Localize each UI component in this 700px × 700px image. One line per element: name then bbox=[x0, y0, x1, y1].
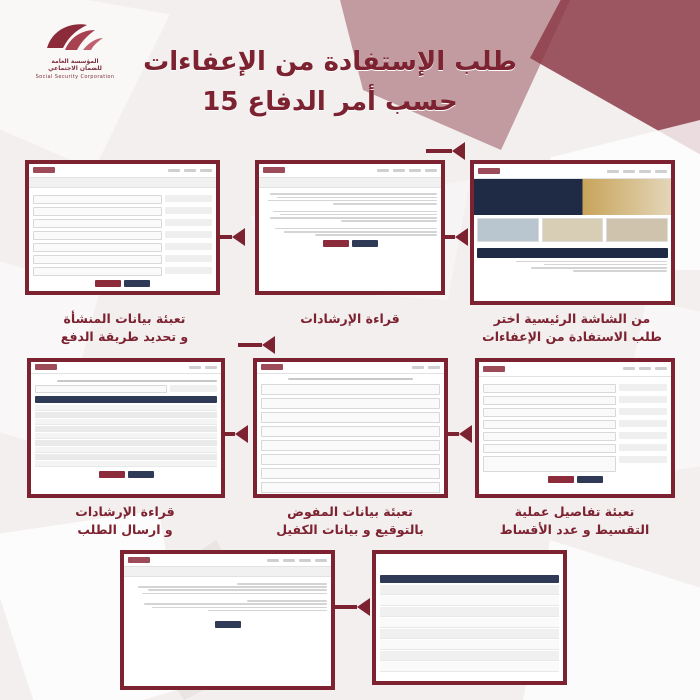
mini-text-line bbox=[144, 603, 327, 605]
mini-field-label bbox=[165, 207, 212, 214]
mini-input[interactable] bbox=[483, 432, 616, 441]
mini-primary-button[interactable] bbox=[128, 471, 154, 478]
arrow-head bbox=[455, 228, 468, 246]
mini-thumbnail bbox=[606, 218, 668, 242]
caption-step4 bbox=[467, 503, 682, 539]
mini-input[interactable] bbox=[33, 231, 162, 240]
mini-field-label bbox=[619, 420, 667, 427]
mini-text-line bbox=[270, 193, 437, 195]
mini-page-heading bbox=[124, 567, 331, 577]
mini-input[interactable] bbox=[261, 468, 440, 479]
mini-field-label bbox=[170, 385, 217, 392]
mini-input[interactable] bbox=[33, 243, 162, 252]
arrow-head bbox=[452, 142, 465, 160]
caption-step3-line2: و تحديد طريقة الدفع bbox=[60, 329, 189, 345]
mini-field-label bbox=[619, 432, 667, 439]
mini-table-row bbox=[35, 426, 217, 432]
mini-table-row bbox=[35, 433, 217, 439]
mini-text-line bbox=[315, 234, 437, 236]
mini-field-label bbox=[165, 255, 212, 262]
mini-table-row bbox=[35, 454, 217, 460]
mini-field-row bbox=[35, 385, 217, 393]
mini-thumbnail-row bbox=[474, 215, 671, 245]
arrow-head bbox=[459, 425, 472, 443]
mini-text-line bbox=[531, 267, 667, 269]
mini-text-line bbox=[237, 583, 327, 585]
mini-field-row bbox=[261, 440, 440, 451]
mini-table-row bbox=[35, 447, 217, 453]
mini-input[interactable] bbox=[261, 398, 440, 409]
mini-brand-logo bbox=[33, 167, 55, 173]
arrow-head bbox=[357, 598, 370, 616]
screenshot-step5[interactable] bbox=[253, 358, 448, 498]
mini-brand-logo bbox=[263, 167, 285, 173]
mini-field-row bbox=[33, 255, 212, 264]
mini-thumbnail bbox=[542, 218, 604, 242]
title-line-1: طلب الإستفادة من الإعفاءات bbox=[143, 47, 517, 77]
mini-brand-logo bbox=[128, 557, 150, 563]
mini-text-line bbox=[341, 220, 437, 222]
mini-input[interactable] bbox=[33, 195, 162, 204]
mini-field-row bbox=[483, 444, 667, 453]
caption-step6 bbox=[20, 503, 230, 539]
mini-input[interactable] bbox=[261, 384, 440, 395]
mini-input[interactable] bbox=[33, 207, 162, 216]
mini-hero-banner bbox=[474, 179, 671, 215]
mini-input[interactable] bbox=[483, 396, 616, 405]
mini-input[interactable] bbox=[35, 385, 167, 393]
mini-table-row bbox=[35, 419, 217, 425]
caption-step6-line2: و ارسال الطلب bbox=[77, 522, 173, 538]
mini-table-row bbox=[35, 461, 217, 467]
mini-button-row bbox=[35, 471, 217, 478]
mini-secondary-button[interactable] bbox=[548, 476, 574, 483]
mini-table-row bbox=[380, 607, 559, 617]
screenshot-step7[interactable] bbox=[372, 550, 567, 685]
mini-body bbox=[376, 554, 563, 677]
mini-topbar bbox=[124, 554, 331, 567]
page-title bbox=[120, 42, 540, 123]
mini-topbar bbox=[474, 164, 671, 179]
mini-text-line bbox=[142, 593, 327, 595]
caption-step2-line1: قراءة الإرشادات bbox=[300, 311, 400, 326]
caption-step1-line1: من الشاشة الرئيسية اختر bbox=[493, 311, 651, 326]
mini-button-row bbox=[483, 476, 667, 483]
mini-field-row bbox=[33, 195, 212, 204]
caption-step1 bbox=[462, 310, 682, 346]
mini-page-heading bbox=[29, 178, 216, 188]
logo-caption-ar: المؤسسة العامة للضمان الاجتماعي bbox=[48, 58, 102, 72]
mini-field-row bbox=[261, 454, 440, 465]
mini-portal-home bbox=[474, 164, 671, 301]
mini-field-row bbox=[33, 219, 212, 228]
mini-navrow bbox=[412, 366, 440, 369]
mini-text-line bbox=[573, 270, 668, 272]
mini-table-row bbox=[380, 585, 559, 595]
caption-step3 bbox=[17, 310, 232, 346]
caption-step2 bbox=[250, 310, 450, 328]
arrow-title-to-row1 bbox=[426, 142, 465, 160]
mini-text-line bbox=[544, 264, 667, 266]
mini-table-row bbox=[380, 662, 559, 672]
screenshot-step8[interactable] bbox=[120, 550, 335, 690]
mini-textarea[interactable] bbox=[483, 456, 616, 472]
mini-installment-details bbox=[479, 362, 671, 494]
arrow-head bbox=[232, 228, 245, 246]
mini-field-row bbox=[261, 398, 440, 409]
mini-field-label bbox=[619, 396, 667, 403]
caption-step4-line1: تعبئة تفاصيل عملية bbox=[514, 504, 635, 519]
arrow-bar bbox=[426, 149, 452, 153]
ssc-logo-mark bbox=[43, 22, 107, 56]
mini-table-row bbox=[35, 412, 217, 418]
mini-input[interactable] bbox=[261, 426, 440, 437]
mini-table-row bbox=[380, 629, 559, 639]
mini-text-line bbox=[516, 261, 667, 263]
caption-step4-line2: التقسيط و عدد الأقساط bbox=[499, 522, 650, 538]
mini-field-row bbox=[483, 456, 667, 472]
arrow-row2-to-row3 bbox=[333, 598, 370, 616]
mini-text-line bbox=[268, 200, 437, 202]
mini-primary-button[interactable] bbox=[352, 240, 378, 247]
screenshot-step6[interactable] bbox=[27, 358, 225, 498]
mini-input[interactable] bbox=[483, 408, 616, 417]
mini-field-row bbox=[261, 426, 440, 437]
mini-text-line bbox=[280, 214, 437, 216]
mini-button-row bbox=[33, 280, 212, 287]
mini-secondary-button[interactable] bbox=[95, 280, 121, 287]
mini-field-row bbox=[33, 243, 212, 252]
mini-field-row bbox=[33, 207, 212, 216]
mini-field-label bbox=[619, 456, 667, 463]
mini-primary-button[interactable] bbox=[124, 280, 150, 287]
arrow-row1-to-row2 bbox=[238, 336, 275, 354]
mini-primary-button[interactable] bbox=[577, 476, 603, 483]
mini-confirmation-table bbox=[376, 554, 563, 681]
mini-secondary-button[interactable] bbox=[99, 471, 125, 478]
mini-field-label bbox=[619, 384, 667, 391]
mini-establishment-form bbox=[29, 164, 216, 291]
mini-navrow bbox=[189, 366, 217, 369]
arrow-bar bbox=[238, 343, 262, 347]
mini-text-line bbox=[275, 228, 437, 230]
mini-thumbnail bbox=[477, 218, 539, 242]
mini-field-row bbox=[483, 432, 667, 441]
mini-field-label bbox=[165, 267, 212, 274]
caption-step1-line2: طلب الاستفادة من الإعفاءات bbox=[482, 329, 662, 345]
mini-text-line bbox=[208, 610, 327, 612]
mini-navrow bbox=[377, 169, 437, 172]
mini-text-line bbox=[148, 589, 327, 591]
mini-highlight-bar bbox=[477, 248, 668, 258]
mini-brand-logo bbox=[483, 366, 505, 372]
mini-input[interactable] bbox=[261, 482, 440, 493]
mini-input[interactable] bbox=[33, 267, 162, 276]
mini-table-row bbox=[380, 596, 559, 606]
caption-step5 bbox=[245, 503, 455, 539]
mini-body bbox=[479, 377, 671, 487]
mini-topbar bbox=[257, 362, 444, 374]
mini-input[interactable] bbox=[33, 255, 162, 264]
mini-navrow bbox=[623, 367, 667, 370]
mini-text-line bbox=[247, 600, 327, 602]
mini-field-row bbox=[33, 231, 212, 240]
mini-text-line bbox=[57, 380, 217, 382]
mini-field-row bbox=[483, 396, 667, 405]
mini-text-line bbox=[138, 586, 327, 588]
ssc-logo bbox=[15, 22, 135, 80]
mini-navrow bbox=[168, 169, 212, 172]
mini-field-label bbox=[165, 231, 212, 238]
mini-brand-logo bbox=[478, 168, 500, 174]
logo-caption-en: Social Security Corporation bbox=[35, 74, 115, 80]
mini-table-row bbox=[380, 651, 559, 661]
mini-table-header bbox=[380, 575, 559, 583]
screenshot-step1[interactable] bbox=[470, 160, 675, 305]
mini-text-line bbox=[333, 203, 437, 205]
mini-field-row bbox=[261, 384, 440, 395]
caption-step3-line1: تعبئة بيانات المنشأة bbox=[63, 311, 186, 326]
mini-topbar bbox=[29, 164, 216, 178]
mini-navrow bbox=[267, 559, 327, 562]
screenshot-step3[interactable] bbox=[25, 160, 220, 295]
mini-body bbox=[259, 188, 441, 251]
mini-input[interactable] bbox=[483, 384, 616, 393]
mini-body bbox=[124, 577, 331, 632]
caption-step5-line1: تعبئة بيانات المفوض bbox=[287, 504, 413, 519]
mini-instructions bbox=[259, 164, 441, 291]
mini-field-label bbox=[165, 195, 212, 202]
mini-button-row bbox=[128, 621, 327, 628]
mini-input[interactable] bbox=[261, 454, 440, 465]
mini-field-label bbox=[619, 444, 667, 451]
mini-table-row bbox=[380, 618, 559, 628]
mini-body bbox=[257, 374, 444, 498]
mini-button-row bbox=[263, 240, 437, 247]
mini-primary-button[interactable] bbox=[215, 621, 241, 628]
mini-text-line bbox=[273, 211, 437, 213]
mini-field-row bbox=[483, 408, 667, 417]
mini-terms-page bbox=[124, 554, 331, 686]
mini-text-line bbox=[270, 217, 437, 219]
caption-step6-line1: قراءة الإرشادات bbox=[75, 504, 175, 519]
title-line-2: حسب أمر الدفاع 15 bbox=[202, 87, 458, 118]
mini-input[interactable] bbox=[261, 440, 440, 451]
mini-delegate-form bbox=[257, 362, 444, 494]
mini-body bbox=[474, 261, 671, 278]
mini-field-row bbox=[261, 482, 440, 493]
mini-brand-logo bbox=[35, 364, 57, 370]
mini-field-row bbox=[483, 384, 667, 393]
mini-input[interactable] bbox=[483, 420, 616, 429]
caption-step5-line2: بالتوقيع و بيانات الكفيل bbox=[276, 522, 424, 538]
mini-field-row bbox=[33, 267, 212, 276]
mini-topbar bbox=[31, 362, 221, 374]
mini-text-line bbox=[152, 607, 327, 609]
mini-table-row bbox=[35, 440, 217, 446]
mini-field-row bbox=[261, 412, 440, 423]
mini-text-line bbox=[277, 197, 437, 199]
mini-topbar bbox=[479, 362, 671, 377]
mini-secondary-button[interactable] bbox=[323, 240, 349, 247]
mini-input[interactable] bbox=[261, 412, 440, 423]
mini-text-line bbox=[288, 378, 413, 380]
mini-table-header bbox=[35, 396, 217, 403]
mini-input[interactable] bbox=[33, 219, 162, 228]
mini-table-row bbox=[35, 405, 217, 411]
mini-field-row bbox=[261, 468, 440, 479]
screenshot-step4[interactable] bbox=[475, 358, 675, 498]
mini-field-label bbox=[619, 408, 667, 415]
mini-body bbox=[29, 188, 216, 291]
mini-navrow bbox=[607, 170, 667, 173]
mini-input[interactable] bbox=[483, 444, 616, 453]
mini-topbar bbox=[259, 164, 441, 178]
screenshot-step2[interactable] bbox=[255, 160, 445, 295]
mini-table-submit bbox=[31, 362, 221, 494]
mini-field-label bbox=[165, 219, 212, 226]
mini-table-row bbox=[380, 640, 559, 650]
mini-page-heading bbox=[259, 178, 441, 188]
mini-text-line bbox=[284, 231, 437, 233]
mini-field-label bbox=[165, 243, 212, 250]
mini-brand-logo bbox=[261, 364, 283, 370]
arrow-head bbox=[262, 336, 275, 354]
mini-field-row bbox=[483, 420, 667, 429]
arrow-bar bbox=[333, 605, 357, 609]
mini-body bbox=[31, 374, 221, 482]
arrow-head bbox=[235, 425, 248, 443]
